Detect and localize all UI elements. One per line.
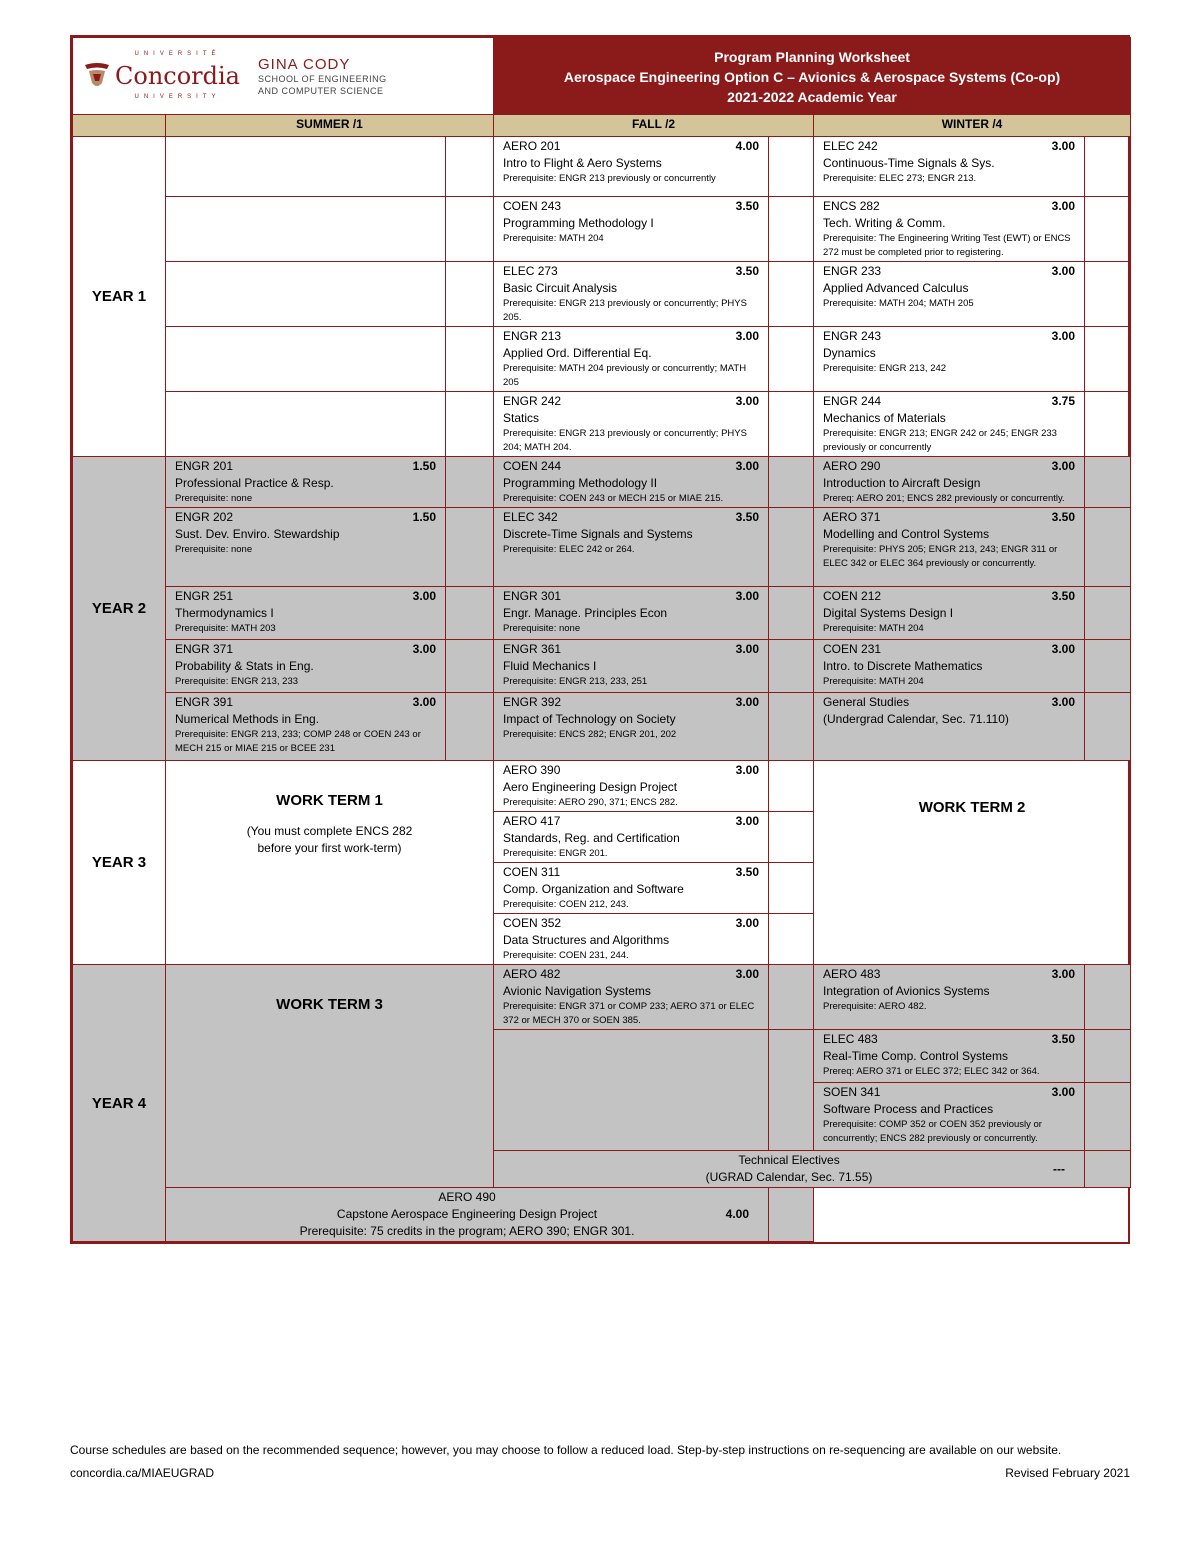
electives-credits: --- xyxy=(1053,1162,1066,1176)
year1-row-4 xyxy=(73,327,1131,392)
worksheet-table xyxy=(72,37,1131,1242)
title-line2: Aerospace Engineering Option C – Avionics & Aerospace Systems (Co-op) xyxy=(563,68,1061,85)
course-check-box[interactable] xyxy=(769,327,814,392)
course-cell: ENGR 243 3.00 Dynamics Prerequisite: ENGR 213, 242 xyxy=(814,327,1085,392)
footer-bar xyxy=(70,1466,1130,1480)
electives-sub: (UGRAD Calendar, Sec. 71.55) xyxy=(705,1170,873,1184)
year2-row-3 xyxy=(73,587,1131,640)
course-check-box[interactable] xyxy=(769,137,814,197)
concordia-crest-icon xyxy=(83,61,111,91)
worksheet-title xyxy=(494,38,1131,115)
course-check-box[interactable] xyxy=(1085,392,1131,457)
year2-row-1 xyxy=(73,457,1131,508)
course-cell: ENGR 201 1.50 Professional Practice & Resp. Prerequisite: none xyxy=(166,457,446,508)
course-check-box[interactable] xyxy=(769,812,814,863)
year1-summer-check[interactable] xyxy=(446,137,494,197)
course-cell: ELEC 342 3.50 Discrete-Time Signals and Systems Prerequisite: ELEC 242 or 264. xyxy=(494,508,769,587)
course-check-box[interactable] xyxy=(769,965,814,1030)
course-cell: ENGR 233 3.00 Applied Advanced Calculus Prerequisite: MATH 204; MATH 205 xyxy=(814,262,1085,327)
course-cell: COEN 311 3.50 Comp. Organization and Software Prerequisite: COEN 212, 243. xyxy=(494,863,769,914)
course-cell: ENGR 244 3.75 Mechanics of Materials Prerequisite: ENGR 213; ENGR 242 or 245; ENGR 233 previously or concurrently xyxy=(814,392,1085,457)
course-cell: AERO 290 3.00 Introduction to Aircraft Design Prereq: AERO 201; ENCS 282 previously or concurrently. xyxy=(814,457,1085,508)
year1-summer-slot[interactable] xyxy=(166,137,446,197)
course-check-box[interactable] xyxy=(769,761,814,812)
term-fall: FALL /2 xyxy=(494,115,814,137)
capstone-prereq: Prerequisite: 75 credits in the program; AERO 390; ENGR 301. xyxy=(299,1224,635,1238)
year4-label: YEAR 4 xyxy=(73,965,166,1242)
course-cell: COEN 244 3.00 Programming Methodology II Prerequisite: COEN 243 or MECH 215 or MIAE 215. xyxy=(494,457,769,508)
technical-electives xyxy=(494,1151,1085,1188)
year2-row-2 xyxy=(73,508,1131,587)
course-cell: ENGR 391 3.00 Numerical Methods in Eng. Prerequisite: ENGR 213, 233; COMP 248 or COEN 243 or MECH 215 or MIAE 215 or BCEE 231 xyxy=(166,693,446,761)
course-check-box[interactable] xyxy=(446,693,494,761)
work-term-1-title: WORK TERM 1 xyxy=(276,792,383,809)
course-cell: ENGR 361 3.00 Fluid Mechanics I Prerequisite: ENGR 213, 233, 251 xyxy=(494,640,769,693)
course-cell: ENGR 371 3.00 Probability & Stats in Eng. Prerequisite: ENGR 213, 233 xyxy=(166,640,446,693)
year2-row-5 xyxy=(73,693,1131,761)
university-name: Concordia xyxy=(115,62,240,90)
year4-row-5 xyxy=(73,1188,1131,1242)
course-cell: ELEC 483 3.50 Real-Time Comp. Control Systems Prereq: AERO 371 or ELEC 372; ELEC 342 or 364. xyxy=(814,1030,1085,1083)
year1-row-3 xyxy=(73,262,1131,327)
course-check-box[interactable] xyxy=(1085,197,1131,262)
footer-url-link[interactable]: concordia.ca/MIAEUGRAD xyxy=(70,1466,215,1480)
course-check-box[interactable] xyxy=(769,863,814,914)
year2-row-4 xyxy=(73,640,1131,693)
term-winter: WINTER /4 xyxy=(814,115,1131,137)
school-line1: SCHOOL OF ENGINEERING xyxy=(257,73,387,84)
course-check-box[interactable] xyxy=(1085,327,1131,392)
logo-cell xyxy=(73,38,494,115)
year2-label: YEAR 2 xyxy=(73,457,166,761)
course-cell: ENGR 213 3.00 Applied Ord. Differential Eq. Prerequisite: MATH 204 previously or concurrently; MATH 205 xyxy=(494,327,769,392)
course-check-box[interactable] xyxy=(769,508,814,587)
course-check-box[interactable] xyxy=(1085,1151,1131,1188)
footer-revised: Revised February 2021 xyxy=(1005,1466,1130,1480)
course-cell: AERO 482 3.00 Avionic Navigation Systems Prerequisite: ENGR 371 or COMP 233; AERO 371 or ELEC 372 or MECH 370 or SOEN 385. xyxy=(494,965,769,1030)
year3-label: YEAR 3 xyxy=(73,761,166,965)
electives-title: Technical Electives xyxy=(738,1153,840,1167)
course-cell: COEN 212 3.50 Digital Systems Design I Prerequisite: MATH 204 xyxy=(814,587,1085,640)
year1-summer-check[interactable] xyxy=(446,327,494,392)
concordia-logo xyxy=(83,46,483,106)
work-term-1-note-line1: (You must complete ENCS 282 xyxy=(246,824,413,838)
year1-summer-slot[interactable] xyxy=(166,197,446,262)
course-check-box[interactable] xyxy=(1085,262,1131,327)
year1-row-5 xyxy=(73,392,1131,457)
course-check-box[interactable] xyxy=(769,693,814,761)
course-check-box[interactable] xyxy=(769,1188,814,1242)
course-cell: COEN 352 3.00 Data Structures and Algorithms Prerequisite: COEN 231, 244. xyxy=(494,914,769,965)
work-term-3 xyxy=(166,965,494,1188)
course-cell: COEN 231 3.00 Intro. to Discrete Mathematics Prerequisite: MATH 204 xyxy=(814,640,1085,693)
course-check-box[interactable] xyxy=(769,392,814,457)
title-line1: Program Planning Worksheet xyxy=(714,48,910,65)
course-check-box[interactable] xyxy=(769,262,814,327)
year1-summer-slot[interactable] xyxy=(166,327,446,392)
university-small-top: UNIVERSITÉ xyxy=(134,51,221,57)
course-check-box[interactable] xyxy=(769,197,814,262)
work-term-1-note-line2: before your first work-term) xyxy=(257,841,402,855)
course-check-box[interactable] xyxy=(446,587,494,640)
capstone-credits: 4.00 xyxy=(725,1207,750,1221)
course-check-box[interactable] xyxy=(446,457,494,508)
course-cell: COEN 243 3.50 Programming Methodology I Prerequisite: MATH 204 xyxy=(494,197,769,262)
year1-summer-check[interactable] xyxy=(446,262,494,327)
course-check-box[interactable] xyxy=(1085,1083,1131,1151)
course-check-box[interactable] xyxy=(769,587,814,640)
course-check-box[interactable] xyxy=(769,914,814,965)
planning-worksheet xyxy=(70,35,1130,1244)
course-cell: AERO 417 3.00 Standards, Reg. and Certification Prerequisite: ENGR 201. xyxy=(494,812,769,863)
course-cell: AERO 201 4.00 Intro to Flight & Aero Systems Prerequisite: ENGR 213 previously or concurrently xyxy=(494,137,769,197)
course-cell: General Studies 3.00 (Undergrad Calendar, Sec. 71.110) xyxy=(814,693,1085,761)
year1-summer-check[interactable] xyxy=(446,197,494,262)
work-term-2-title: WORK TERM 2 xyxy=(918,799,1026,816)
course-check-box[interactable] xyxy=(446,508,494,587)
capstone-name: Capstone Aerospace Engineering Design Project xyxy=(336,1207,598,1221)
course-cell: AERO 483 3.00 Integration of Avionics Systems Prerequisite: AERO 482. xyxy=(814,965,1085,1030)
term-header-row xyxy=(73,115,1131,137)
course-check-box[interactable] xyxy=(1085,137,1131,197)
course-cell: ENGR 301 3.00 Engr. Manage. Principles Econ Prerequisite: none xyxy=(494,587,769,640)
university-small-bottom: UNIVERSITY xyxy=(134,94,221,100)
term-summer: SUMMER /1 xyxy=(166,115,494,137)
title-line3: 2021-2022 Academic Year xyxy=(727,88,897,105)
course-check-box[interactable] xyxy=(446,640,494,693)
year1-summer-slot[interactable] xyxy=(166,262,446,327)
course-cell: AERO 390 3.00 Aero Engineering Design Project Prerequisite: AERO 290, 371; ENCS 282. xyxy=(494,761,769,812)
course-check-box[interactable] xyxy=(1085,508,1131,587)
course-cell: ELEC 242 3.00 Continuous-Time Signals & Sys. Prerequisite: ELEC 273; ENGR 213. xyxy=(814,137,1085,197)
work-term-2 xyxy=(814,761,1131,965)
course-check-box[interactable] xyxy=(769,457,814,508)
work-term-3-title: WORK TERM 3 xyxy=(276,995,383,1013)
course-check-box[interactable] xyxy=(1085,1030,1131,1083)
course-check-box[interactable] xyxy=(769,1030,814,1151)
capstone-code: AERO 490 xyxy=(438,1190,496,1204)
course-check-box[interactable] xyxy=(1085,587,1131,640)
year4-fall-slot[interactable] xyxy=(494,1030,769,1151)
course-cell: ELEC 273 3.50 Basic Circuit Analysis Prerequisite: ENGR 213 previously or concurrently; PHYS 205. xyxy=(494,262,769,327)
course-cell: SOEN 341 3.00 Software Process and Practices Prerequisite: COMP 352 or COEN 352 previously or concurrently; ENCS 282 previously or concurrently. xyxy=(814,1083,1085,1151)
year4-row-1 xyxy=(73,965,1131,1030)
year1-row-2 xyxy=(73,197,1131,262)
year1-summer-check[interactable] xyxy=(446,392,494,457)
course-cell: ENCS 282 3.00 Tech. Writing & Comm. Prerequisite: The Engineering Writing Test (EWT) or ENCS 272 must be completed prior to registering. xyxy=(814,197,1085,262)
school-title: GINA CODY xyxy=(257,55,351,73)
course-check-box[interactable] xyxy=(1085,457,1131,508)
work-term-1 xyxy=(166,761,494,965)
footer-note: Course schedules are based on the recommended sequence; however, you may choose to follow a reduced load. Step-by-step instructions on re-sequencing are available on our website. xyxy=(70,1443,1062,1457)
course-check-box[interactable] xyxy=(1085,640,1131,693)
year1-summer-slot[interactable] xyxy=(166,392,446,457)
year1-row-1 xyxy=(73,137,1131,197)
course-cell: ENGR 202 1.50 Sust. Dev. Enviro. Stewardship Prerequisite: none xyxy=(166,508,446,587)
course-check-box[interactable] xyxy=(769,640,814,693)
capstone-project xyxy=(166,1188,769,1242)
course-cell: AERO 371 3.50 Modelling and Control Systems Prerequisite: PHYS 205; ENGR 213, 243; ENGR 311 or ELEC 342 or ELEC 364 previously or concurrently. xyxy=(814,508,1085,587)
course-cell: ENGR 251 3.00 Thermodynamics I Prerequisite: MATH 203 xyxy=(166,587,446,640)
course-check-box[interactable] xyxy=(1085,693,1131,761)
course-cell: ENGR 242 3.00 Statics Prerequisite: ENGR 213 previously or concurrently; PHYS 204; MATH 204. xyxy=(494,392,769,457)
course-cell: ENGR 392 3.00 Impact of Technology on Society Prerequisite: ENCS 282; ENGR 201, 202 xyxy=(494,693,769,761)
year1-label: YEAR 1 xyxy=(73,137,166,457)
year3-row-1 xyxy=(73,761,1131,812)
school-line2: AND COMPUTER SCIENCE xyxy=(257,85,384,96)
course-check-box[interactable] xyxy=(1085,965,1131,1030)
